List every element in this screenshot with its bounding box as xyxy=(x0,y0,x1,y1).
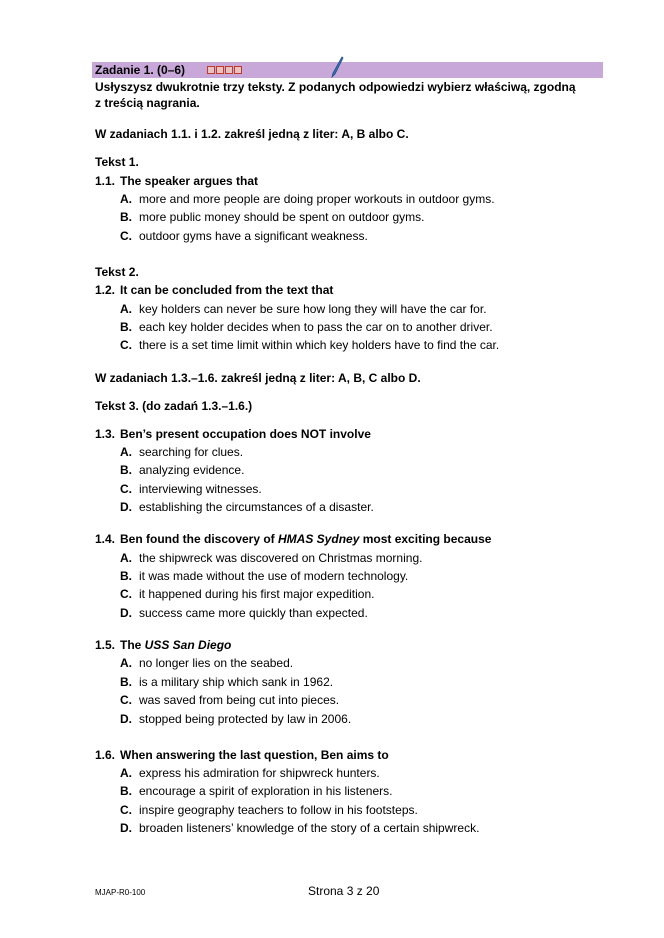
option-1-1-b[interactable] xyxy=(120,210,425,224)
question-number: 1.5. xyxy=(95,638,116,652)
question-1-4 xyxy=(95,532,491,546)
option-1-1-a[interactable] xyxy=(120,192,495,206)
question-stem: Ben’s present occupation does NOT involve xyxy=(120,427,371,441)
option-text: broaden listeners’ knowledge of the story of a certain shipwreck. xyxy=(139,821,480,835)
option-1-6-d[interactable] xyxy=(120,821,479,835)
exam-code: MJAP-R0-100 xyxy=(95,888,146,897)
text2-heading: Tekst 2. xyxy=(95,265,139,279)
option-text: express his admiration for shipwreck hunters. xyxy=(139,766,380,780)
question-number: 1.4. xyxy=(95,532,116,546)
score-box xyxy=(225,66,233,74)
option-text: success came more quickly than expected. xyxy=(139,606,368,620)
option-text: outdoor gyms have a significant weakness. xyxy=(139,229,368,243)
question-stem: The xyxy=(120,638,145,652)
text3-heading: Tekst 3. (do zadań 1.3.–1.6.) xyxy=(95,399,253,413)
instruction-line-1: Usłyszysz dwukrotnie trzy teksty. Z podanych odpowiedzi wybierz właściwą, zgodną xyxy=(95,80,576,94)
option-text: more public money should be spent on outdoor gyms. xyxy=(139,210,425,224)
option-text: is a military ship which sank in 1962. xyxy=(139,675,334,689)
option-letter: B. xyxy=(120,784,132,798)
option-letter: C. xyxy=(120,587,132,601)
option-text: each key holder decides when to pass the car on to another driver. xyxy=(139,320,493,334)
question-stem: It can be concluded from the text that xyxy=(120,283,334,297)
instruction-line-2: z treścią nagrania. xyxy=(95,96,200,110)
option-text: was saved from being cut into pieces. xyxy=(139,693,340,707)
option-1-3-b[interactable] xyxy=(120,463,244,477)
option-1-5-c[interactable] xyxy=(120,693,339,707)
question-stem-ship-name: USS San Diego xyxy=(144,638,232,652)
page-number: Strona 3 z 20 xyxy=(308,884,380,898)
score-box xyxy=(234,66,242,74)
option-1-5-b[interactable] xyxy=(120,675,333,689)
question-stem: The speaker argues that xyxy=(120,174,259,188)
option-letter: C. xyxy=(120,229,132,243)
score-boxes xyxy=(207,66,242,74)
option-1-5-d[interactable] xyxy=(120,712,351,726)
option-text: the shipwreck was discovered on Christmas morning. xyxy=(139,551,423,565)
question-1-6 xyxy=(95,748,389,762)
option-1-2-a[interactable] xyxy=(120,302,487,316)
option-letter: D. xyxy=(120,712,132,726)
option-letter: B. xyxy=(120,569,132,583)
score-box xyxy=(207,66,215,74)
option-letter: B. xyxy=(120,463,132,477)
option-letter: B. xyxy=(120,320,132,334)
question-number: 1.2. xyxy=(95,283,116,297)
option-1-4-c[interactable] xyxy=(120,587,374,601)
option-1-6-b[interactable] xyxy=(120,784,392,798)
option-1-6-a[interactable] xyxy=(120,766,380,780)
option-letter: A. xyxy=(120,551,132,565)
option-text: no longer lies on the seabed. xyxy=(139,656,294,670)
question-number: 1.6. xyxy=(95,748,116,762)
option-text: more and more people are doing proper workouts in outdoor gyms. xyxy=(139,192,495,206)
option-letter: A. xyxy=(120,192,132,206)
option-1-3-c[interactable] xyxy=(120,482,262,496)
question-stem-end: most exciting because xyxy=(359,532,492,546)
option-text: analyzing evidence. xyxy=(139,463,245,477)
option-1-4-a[interactable] xyxy=(120,551,422,565)
option-letter: B. xyxy=(120,210,132,224)
option-text: there is a set time limit within which key holders have to find the car. xyxy=(139,338,500,352)
option-1-2-c[interactable] xyxy=(120,338,499,352)
pen-icon xyxy=(330,56,344,78)
option-1-4-b[interactable] xyxy=(120,569,408,583)
task-header-bar xyxy=(92,62,603,78)
question-stem: When answering the last question, Ben aims to xyxy=(120,748,389,762)
option-1-4-d[interactable] xyxy=(120,606,368,620)
option-1-3-a[interactable] xyxy=(120,445,243,459)
option-text: encourage a spirit of exploration in his listeners. xyxy=(139,784,393,798)
option-letter: D. xyxy=(120,500,132,514)
option-text: key holders can never be sure how long they will have the car for. xyxy=(139,302,487,316)
option-letter: C. xyxy=(120,482,132,496)
option-letter: A. xyxy=(120,656,132,670)
option-1-5-a[interactable] xyxy=(120,656,293,670)
option-text: inspire geography teachers to follow in his footsteps. xyxy=(139,803,418,817)
option-1-6-c[interactable] xyxy=(120,803,418,817)
option-text: it happened during his first major expedition. xyxy=(139,587,375,601)
option-letter: A. xyxy=(120,302,132,316)
option-1-3-d[interactable] xyxy=(120,500,374,514)
option-text: stopped being protected by law in 2006. xyxy=(139,712,352,726)
option-letter: C. xyxy=(120,803,132,817)
option-text: it was made without the use of modern technology. xyxy=(139,569,409,583)
option-1-2-b[interactable] xyxy=(120,320,493,334)
option-letter: B. xyxy=(120,675,132,689)
question-1-2 xyxy=(95,283,333,297)
option-letter: C. xyxy=(120,693,132,707)
option-letter: A. xyxy=(120,766,132,780)
question-stem-ship-name: HMAS Sydney xyxy=(278,532,360,546)
question-1-5 xyxy=(95,638,231,652)
option-text: establishing the circumstances of a disaster. xyxy=(139,500,374,514)
rule-1: W zadaniach 1.1. i 1.2. zakreśl jedną z liter: A, B albo C. xyxy=(95,127,409,141)
option-text: searching for clues. xyxy=(139,445,244,459)
option-1-1-c[interactable] xyxy=(120,229,368,243)
option-letter: D. xyxy=(120,821,132,835)
question-1-3 xyxy=(95,427,371,441)
question-stem: Ben found the discovery of xyxy=(120,532,279,546)
question-number: 1.3. xyxy=(95,427,116,441)
question-1-1 xyxy=(95,174,258,188)
task-title: Zadanie 1. (0–6) xyxy=(95,63,186,77)
text1-heading: Tekst 1. xyxy=(95,155,139,169)
score-box xyxy=(216,66,224,74)
option-text: interviewing witnesses. xyxy=(139,482,262,496)
option-letter: A. xyxy=(120,445,132,459)
option-letter: C. xyxy=(120,338,132,352)
option-letter: D. xyxy=(120,606,132,620)
rule-2: W zadaniach 1.3.–1.6. zakreśl jedną z liter: A, B, C albo D. xyxy=(95,371,421,385)
question-number: 1.1. xyxy=(95,174,116,188)
